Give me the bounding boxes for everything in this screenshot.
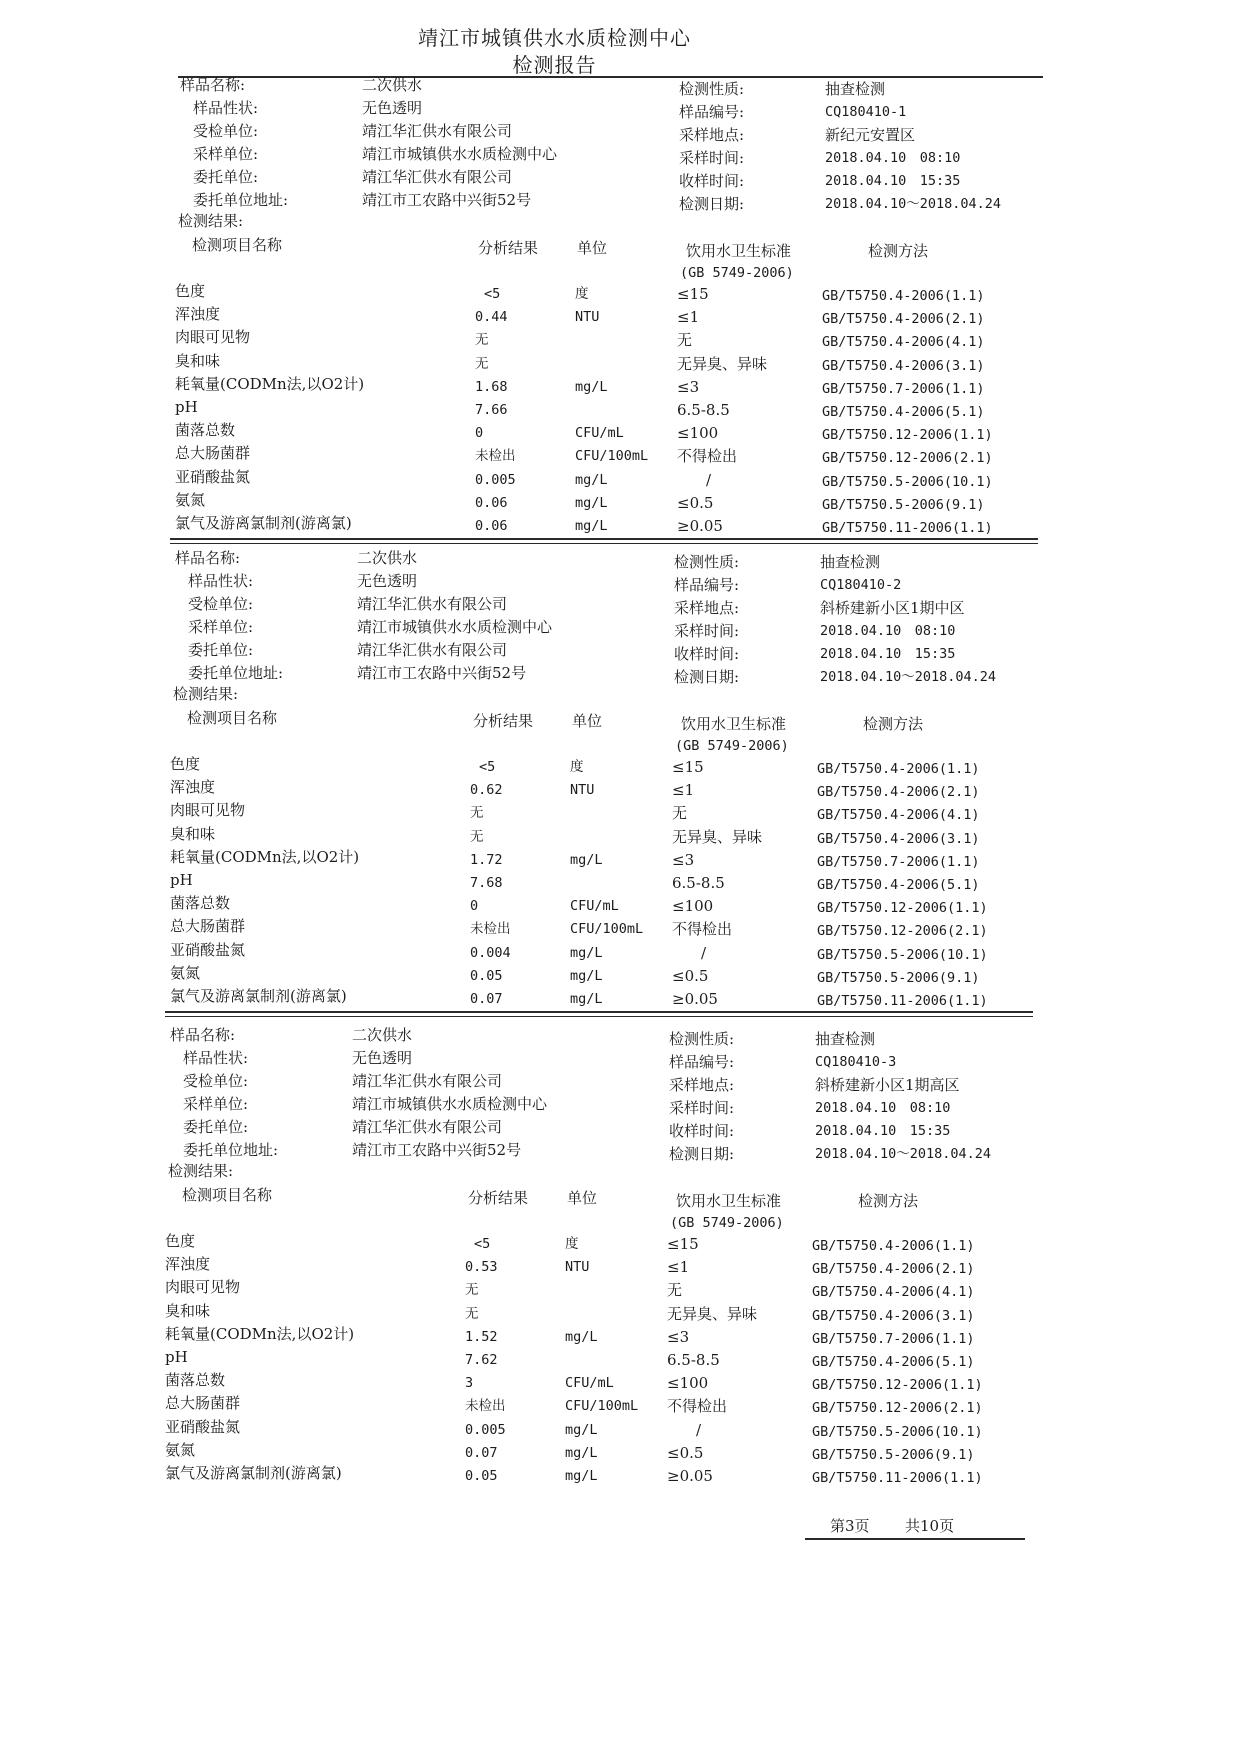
cell-result: 0.004 [470,944,511,961]
cell-method: GB/T5750.4-2006(3.1) [817,830,980,847]
cell-unit: 度 [565,1236,579,1252]
cell-result: <5 [484,286,501,302]
sample-nature-value: 无色透明 [357,572,418,590]
cell-result: 0.62 [470,782,503,799]
col-header-standard: 饮用水卫生标准 [676,1192,782,1210]
sampling-unit-value: 靖江市城镇供水水质检测中心 [357,618,553,636]
sample-no-value: CQ180410-2 [820,577,902,593]
inspected-unit-label: 受检单位: [183,1072,249,1090]
sample-no-label: 样品编号: [674,576,740,594]
cell-standard: ≤100 [667,1374,709,1393]
cell-result: <5 [479,759,496,775]
cell-item: 臭和味 [165,1301,211,1320]
client-address-value: 靖江市工农路中兴街52号 [357,664,527,682]
col-header-unit: 单位 [577,239,608,257]
test-nature-value: 抽查检测 [815,1030,876,1048]
sample-no-label: 样品编号: [669,1053,735,1071]
cell-standard: ≤0.5 [672,966,709,985]
cell-method: GB/T5750.4-2006(4.1) [812,1284,975,1301]
col-header-standard-ref: (GB 5749-2006) [680,265,794,281]
sampling-time-label: 采样时间: [674,622,740,640]
sampling-unit-value: 靖江市城镇供水水质检测中心 [352,1095,548,1113]
cell-standard: ≤15 [667,1235,699,1253]
cell-standard: 不得检出 [672,920,733,939]
cell-unit: mg/L [570,944,603,961]
cell-item: 总大肠菌群 [175,444,251,463]
cell-method: GB/T5750.12-2006(1.1) [822,427,993,444]
cell-result: 无 [465,1282,479,1299]
results-heading: 检测结果: [168,1162,234,1180]
cell-item: pH [175,398,198,416]
cell-result: 未检出 [475,448,516,465]
cell-method: GB/T5750.7-2006(1.1) [812,1330,975,1347]
test-nature-label: 检测性质: [669,1030,735,1048]
sample-nature-label: 样品性状: [193,99,259,117]
cell-unit: 度 [575,286,589,302]
sample-nature-label: 样品性状: [188,572,254,590]
cell-item: 总大肠菌群 [165,1394,241,1413]
sampling-time-label: 采样时间: [679,149,745,167]
cell-unit: mg/L [565,1421,598,1438]
sampling-time-value: 2018.04.10 08:10 [820,623,956,639]
cell-standard: ≥0.05 [677,517,723,535]
cell-result: 7.68 [470,875,503,891]
cell-result: 0.005 [465,1421,506,1438]
cell-method: GB/T5750.4-2006(3.1) [822,357,985,374]
cell-item: 臭和味 [170,824,216,843]
cell-method: GB/T5750.7-2006(1.1) [822,380,985,397]
cell-unit: mg/L [565,1468,598,1484]
footer-rule [805,1538,1025,1540]
test-nature-label: 检测性质: [679,80,745,98]
cell-item: 耗氧量(CODMn法,以O2计) [170,847,360,866]
cell-item: 总大肠菌群 [170,917,246,936]
cell-standard: ≤1 [672,781,695,800]
inspected-unit-value: 靖江华汇供水有限公司 [352,1072,503,1090]
cell-result: 无 [470,805,484,822]
test-date-label: 检测日期: [669,1145,735,1163]
cell-item: 氨氮 [165,1440,196,1459]
cell-item: pH [170,871,193,889]
cell-unit: NTU [570,782,595,799]
sampling-time-value: 2018.04.10 08:10 [815,1100,951,1116]
cell-standard: 无 [677,331,693,350]
cell-method: GB/T5750.5-2006(9.1) [812,1446,975,1463]
col-header-standard-ref: (GB 5749-2006) [675,738,789,754]
test-nature-value: 抽查检测 [820,553,881,571]
cell-unit: mg/L [575,518,608,534]
col-header-method: 检测方法 [863,715,924,733]
cell-unit: mg/L [570,991,603,1007]
cell-result: 1.52 [465,1328,498,1345]
results-heading: 检测结果: [173,685,239,703]
client-unit-value: 靖江华汇供水有限公司 [357,641,508,659]
cell-unit: CFU/mL [575,425,624,442]
col-header-result: 分析结果 [473,712,534,730]
col-header-method: 检测方法 [868,242,929,260]
sampling-unit-label: 采样单位: [193,145,259,163]
cell-standard: 无 [672,804,688,823]
sample-no-value: CQ180410-1 [825,104,907,120]
cell-item: 肉眼可见物 [170,801,246,820]
cell-item: 浑浊度 [175,305,221,324]
results-heading: 检测结果: [178,212,244,230]
cell-item: 氯气及游离氯制剂(游离氯) [165,1464,342,1482]
cell-standard: 6.5-8.5 [677,401,730,419]
test-date-label: 检测日期: [679,195,745,213]
client-address-label: 委托单位地址: [193,191,289,209]
sampling-time-value: 2018.04.10 08:10 [825,150,961,166]
cell-result: 0.53 [465,1259,498,1276]
cell-standard: ≤0.5 [667,1443,704,1462]
cell-method: GB/T5750.4-2006(3.1) [812,1307,975,1324]
cell-result: 无 [475,355,489,372]
col-header-unit: 单位 [572,712,603,730]
sample-name-label: 样品名称: [180,76,246,94]
sample-name-value: 二次供水 [362,76,423,94]
inspected-unit-value: 靖江华汇供水有限公司 [362,122,513,140]
client-unit-label: 委托单位: [188,641,254,659]
cell-item: 氯气及游离氯制剂(游离氯) [170,987,347,1005]
inspected-unit-label: 受检单位: [193,122,259,140]
cell-standard: 不得检出 [677,447,738,466]
sample-no-label: 样品编号: [679,103,745,121]
cell-unit: CFU/100mL [565,1398,639,1415]
cell-standard: 无异臭、异味 [672,827,763,846]
cell-unit: CFU/100mL [570,921,644,938]
col-header-result: 分析结果 [468,1189,529,1207]
cell-method: GB/T5750.12-2006(2.1) [822,450,993,467]
cell-unit: mg/L [575,494,608,511]
cell-standard: 无异臭、异味 [667,1304,758,1323]
sampling-location-value: 新纪元安置区 [825,126,916,144]
sampling-unit-label: 采样单位: [183,1095,249,1113]
test-date-value: 2018.04.10～2018.04.24 [815,1146,992,1162]
cell-result: 0 [475,425,484,442]
cell-unit: NTU [565,1259,590,1276]
client-address-value: 靖江市工农路中兴街52号 [362,191,532,209]
receiving-time-label: 收样时间: [679,172,745,190]
cell-method: GB/T5750.4-2006(2.1) [822,311,985,328]
cell-standard: / [696,1420,702,1439]
cell-item: 氯气及游离氯制剂(游离氯) [175,514,352,532]
cell-standard: ≤1 [667,1258,690,1277]
client-address-label: 委托单位地址: [183,1141,279,1159]
cell-item: 色度 [175,282,206,300]
cell-item: 菌落总数 [175,421,236,440]
cell-item: 浑浊度 [170,778,216,797]
receiving-time-value: 2018.04.10 15:35 [825,173,961,189]
cell-item: 菌落总数 [165,1371,226,1390]
cell-item: 浑浊度 [165,1255,211,1274]
cell-standard: 6.5-8.5 [667,1351,720,1369]
receiving-time-label: 收样时间: [674,645,740,663]
cell-result: 0.44 [475,309,508,326]
sample-name-value: 二次供水 [352,1026,413,1044]
sample-nature-value: 无色透明 [362,99,423,117]
cell-unit: mg/L [570,967,603,984]
cell-standard: / [701,943,707,962]
cell-standard: ≤15 [677,285,709,303]
cell-result: 0.05 [465,1468,498,1484]
col-header-item: 检测项目名称 [192,236,283,254]
cell-result: 无 [470,828,484,845]
client-address-label: 委托单位地址: [188,664,284,682]
cell-method: GB/T5750.4-2006(2.1) [812,1261,975,1278]
sampling-location-label: 采样地点: [674,599,740,617]
report-title: 检测报告 [512,53,597,77]
cell-item: 肉眼可见物 [175,328,251,347]
cell-result: 0 [470,898,479,915]
cell-method: GB/T5750.4-2006(1.1) [812,1238,975,1254]
cell-method: GB/T5750.5-2006(10.1) [817,946,988,963]
cell-unit: CFU/mL [565,1375,614,1392]
cell-method: GB/T5750.4-2006(1.1) [822,288,985,304]
sampling-unit-value: 靖江市城镇供水水质检测中心 [362,145,558,163]
cell-item: 菌落总数 [170,894,231,913]
cell-item: 肉眼可见物 [165,1278,241,1297]
cell-method: GB/T5750.4-2006(4.1) [817,807,980,824]
cell-unit: mg/L [570,851,603,868]
cell-item: pH [165,1348,188,1366]
col-header-standard: 饮用水卫生标准 [681,715,787,733]
test-nature-label: 检测性质: [674,553,740,571]
cell-standard: ≤15 [672,758,704,776]
cell-method: GB/T5750.5-2006(9.1) [817,969,980,986]
cell-standard: 不得检出 [667,1397,728,1416]
sample-no-value: CQ180410-3 [815,1054,897,1070]
cell-unit: mg/L [565,1444,598,1461]
cell-item: 亚硝酸盐氮 [175,467,251,486]
cell-result: 0.005 [475,471,516,488]
client-unit-label: 委托单位: [193,168,259,186]
cell-unit: CFU/mL [570,898,619,915]
cell-result: <5 [474,1236,491,1252]
inspected-unit-label: 受检单位: [188,595,254,613]
page-number: 第3页 [830,1517,870,1535]
cell-result: 未检出 [470,921,511,938]
cell-standard: ≤100 [677,424,719,443]
cell-unit: mg/L [575,378,608,395]
cell-method: GB/T5750.4-2006(4.1) [822,334,985,351]
sample-nature-label: 样品性状: [183,1049,249,1067]
cell-result: 0.06 [475,494,508,511]
cell-item: 亚硝酸盐氮 [165,1417,241,1436]
cell-standard: ≤3 [667,1327,690,1346]
report-org-title: 靖江市城镇供水水质检测中心 [418,26,691,50]
cell-item: 耗氧量(CODMn法,以O2计) [165,1324,355,1343]
sampling-location-value: 斜桥建新小区1期高区 [815,1076,960,1094]
sample-nature-value: 无色透明 [352,1049,413,1067]
test-nature-value: 抽查检测 [825,80,886,98]
cell-method: GB/T5750.4-2006(5.1) [812,1354,975,1370]
cell-standard: ≥0.05 [667,1467,713,1485]
client-unit-label: 委托单位: [183,1118,249,1136]
cell-result: 3 [465,1375,474,1392]
cell-standard: / [706,470,712,489]
cell-method: GB/T5750.12-2006(2.1) [812,1400,983,1417]
sampling-unit-label: 采样单位: [188,618,254,636]
col-header-standard: 饮用水卫生标准 [686,242,792,260]
cell-result: 0.07 [465,1444,498,1461]
sample-name-label: 样品名称: [170,1026,236,1044]
cell-unit: 度 [570,759,584,775]
cell-method: GB/T5750.12-2006(2.1) [817,923,988,940]
cell-standard: ≥0.05 [672,990,718,1008]
cell-result: 7.62 [465,1352,498,1368]
cell-item: 氨氮 [175,490,206,509]
cell-item: 色度 [165,1232,196,1250]
sampling-location-label: 采样地点: [669,1076,735,1094]
cell-method: GB/T5750.12-2006(1.1) [812,1377,983,1394]
cell-method: GB/T5750.5-2006(10.1) [812,1423,983,1440]
cell-unit: mg/L [565,1328,598,1345]
cell-item: 耗氧量(CODMn法,以O2计) [175,374,365,393]
col-header-item: 检测项目名称 [187,709,278,727]
test-date-value: 2018.04.10～2018.04.24 [820,669,997,685]
cell-result: 无 [475,332,489,349]
cell-method: GB/T5750.11-2006(1.1) [812,1470,983,1486]
cell-item: 臭和味 [175,351,221,370]
cell-method: GB/T5750.4-2006(5.1) [822,404,985,420]
sample-name-label: 样品名称: [175,549,241,567]
cell-item: 色度 [170,755,201,773]
cell-unit: CFU/100mL [575,448,649,465]
sampling-location-label: 采样地点: [679,126,745,144]
client-unit-value: 靖江华汇供水有限公司 [362,168,513,186]
cell-standard: ≤100 [672,897,714,916]
col-header-unit: 单位 [567,1189,598,1207]
inspected-unit-value: 靖江华汇供水有限公司 [357,595,508,613]
sample-name-value: 二次供水 [357,549,418,567]
page-total: 共10页 [905,1517,955,1535]
cell-method: GB/T5750.5-2006(9.1) [822,496,985,513]
client-unit-value: 靖江华汇供水有限公司 [352,1118,503,1136]
cell-unit: NTU [575,309,600,326]
col-header-method: 检测方法 [858,1192,919,1210]
cell-result: 未检出 [465,1398,506,1415]
receiving-time-label: 收样时间: [669,1122,735,1140]
receiving-time-value: 2018.04.10 15:35 [815,1123,951,1139]
cell-method: GB/T5750.12-2006(1.1) [817,900,988,917]
client-address-value: 靖江市工农路中兴街52号 [352,1141,522,1159]
cell-method: GB/T5750.5-2006(10.1) [822,473,993,490]
cell-standard: 无 [667,1281,683,1300]
sampling-location-value: 斜桥建新小区1期中区 [820,599,965,617]
cell-method: GB/T5750.11-2006(1.1) [817,993,988,1009]
cell-method: GB/T5750.7-2006(1.1) [817,853,980,870]
col-header-standard-ref: (GB 5749-2006) [670,1215,784,1231]
test-date-label: 检测日期: [674,668,740,686]
cell-result: 1.68 [475,378,508,395]
cell-standard: 无异臭、异味 [677,354,768,373]
col-header-item: 检测项目名称 [182,1186,273,1204]
cell-method: GB/T5750.11-2006(1.1) [822,520,993,536]
cell-result: 7.66 [475,402,508,418]
cell-result: 0.07 [470,991,503,1007]
test-date-value: 2018.04.10～2018.04.24 [825,196,1002,212]
cell-result: 0.05 [470,967,503,984]
cell-standard: ≤3 [672,850,695,869]
cell-item: 亚硝酸盐氮 [170,940,246,959]
cell-unit: mg/L [575,471,608,488]
col-header-result: 分析结果 [478,239,539,257]
cell-standard: ≤1 [677,308,700,327]
cell-result: 1.72 [470,851,503,868]
cell-result: 无 [465,1305,479,1322]
cell-standard: ≤3 [677,377,700,396]
sampling-time-label: 采样时间: [669,1099,735,1117]
cell-method: GB/T5750.4-2006(5.1) [817,877,980,893]
cell-item: 氨氮 [170,963,201,982]
cell-method: GB/T5750.4-2006(1.1) [817,761,980,777]
cell-standard: 6.5-8.5 [672,874,725,892]
cell-method: GB/T5750.4-2006(2.1) [817,784,980,801]
cell-result: 0.06 [475,518,508,534]
receiving-time-value: 2018.04.10 15:35 [820,646,956,662]
cell-standard: ≤0.5 [677,493,714,512]
